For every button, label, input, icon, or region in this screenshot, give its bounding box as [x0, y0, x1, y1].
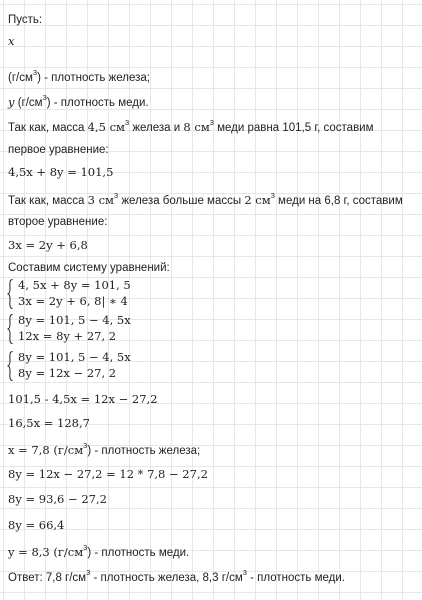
variable-x: x	[8, 34, 15, 48]
unit: см	[190, 120, 210, 134]
system-row: 8y = 101, 5 − 4, 5x	[18, 350, 131, 364]
x-definition	[8, 68, 418, 85]
condition-2	[8, 193, 418, 208]
answer-text: - плотность меди.	[246, 572, 345, 584]
system-row: 8y = 12x − 27, 2	[18, 366, 117, 380]
text: железа больше массы	[118, 195, 245, 207]
equation-1: 4,5x + 8y = 101,5	[8, 165, 114, 179]
equation-substitution: 8y = 12x − 27,2 = 12 * 7,8 − 27,2	[8, 467, 208, 481]
system-label: Составим систему уравнений:	[8, 262, 170, 274]
text: железа и	[129, 122, 184, 134]
system-2	[7, 313, 307, 345]
result-value: x = 7,8 (г/см	[8, 443, 84, 457]
exponent: 3	[83, 543, 88, 552]
left-brace-icon	[7, 314, 13, 344]
equation-step: 8y = 66,4	[8, 518, 65, 532]
value: 2	[244, 193, 252, 207]
exponent: 3	[270, 191, 275, 200]
unit: см	[105, 120, 125, 134]
text: Так как, масса	[8, 195, 88, 207]
left-brace-icon	[7, 279, 13, 309]
result-value: y = 8,3 (г/см	[8, 545, 84, 559]
system-row: 8y = 101, 5 − 4, 5x	[18, 313, 131, 327]
text: меди равна 101,5 г, составим	[213, 122, 374, 134]
system-1	[7, 278, 307, 310]
answer-text: - плотность железа, 8,3 г/см	[90, 572, 243, 584]
exponent: 3	[209, 118, 214, 127]
system-row: 4, 5x + 8y = 101, 5	[18, 278, 131, 292]
answer-text: Ответ: 7,8 г/см	[8, 572, 87, 584]
exponent: 3	[114, 191, 119, 200]
y-definition	[8, 95, 418, 110]
unit-text: (г/см	[8, 72, 33, 84]
exponent: 3	[242, 568, 247, 577]
system-3	[7, 350, 307, 382]
variable-y: y	[8, 95, 15, 109]
equation-combined: 101,5 - 4,5x = 12x − 27,2	[8, 392, 158, 406]
value: 8	[183, 120, 191, 134]
system-row: 12x = 8y + 27, 2	[18, 329, 117, 343]
exponent: 3	[124, 118, 130, 127]
unit-text: (г/см	[14, 97, 43, 109]
system-row: 3x = 2y + 6, 8| ∗ 4	[18, 294, 128, 308]
value: 4,5	[87, 120, 106, 134]
exponent: 3	[86, 568, 91, 577]
definition-text: ) - плотность железа;	[37, 72, 150, 84]
exponent: 3	[32, 68, 38, 77]
text: меди на 6,8 г, составим	[274, 195, 403, 207]
left-brace-icon	[7, 351, 13, 381]
value: 3	[87, 193, 95, 207]
result-text: ) - плотность железа;	[87, 445, 201, 457]
exponent: 3	[42, 93, 47, 102]
definition-text: ) - плотность меди.	[46, 97, 149, 109]
first-equation-label: первое уравнение:	[8, 144, 109, 156]
condition-1	[8, 120, 418, 135]
answer	[8, 568, 418, 585]
text: Так как, масса	[8, 122, 88, 134]
x-result	[8, 443, 418, 458]
equation-2: 3x = 2y + 6,8	[8, 238, 88, 252]
equation-step: 8y = 93,6 − 27,2	[8, 492, 107, 506]
y-result	[8, 545, 418, 560]
exponent: 3	[83, 441, 88, 450]
unit: см	[94, 193, 114, 207]
second-equation-label: второе уравнение:	[8, 216, 108, 228]
equation-simplified: 16,5x = 128,7	[8, 416, 90, 430]
unit: см	[251, 193, 271, 207]
result-text: ) - плотность меди.	[87, 547, 190, 559]
intro-text: Пусть:	[8, 14, 43, 26]
